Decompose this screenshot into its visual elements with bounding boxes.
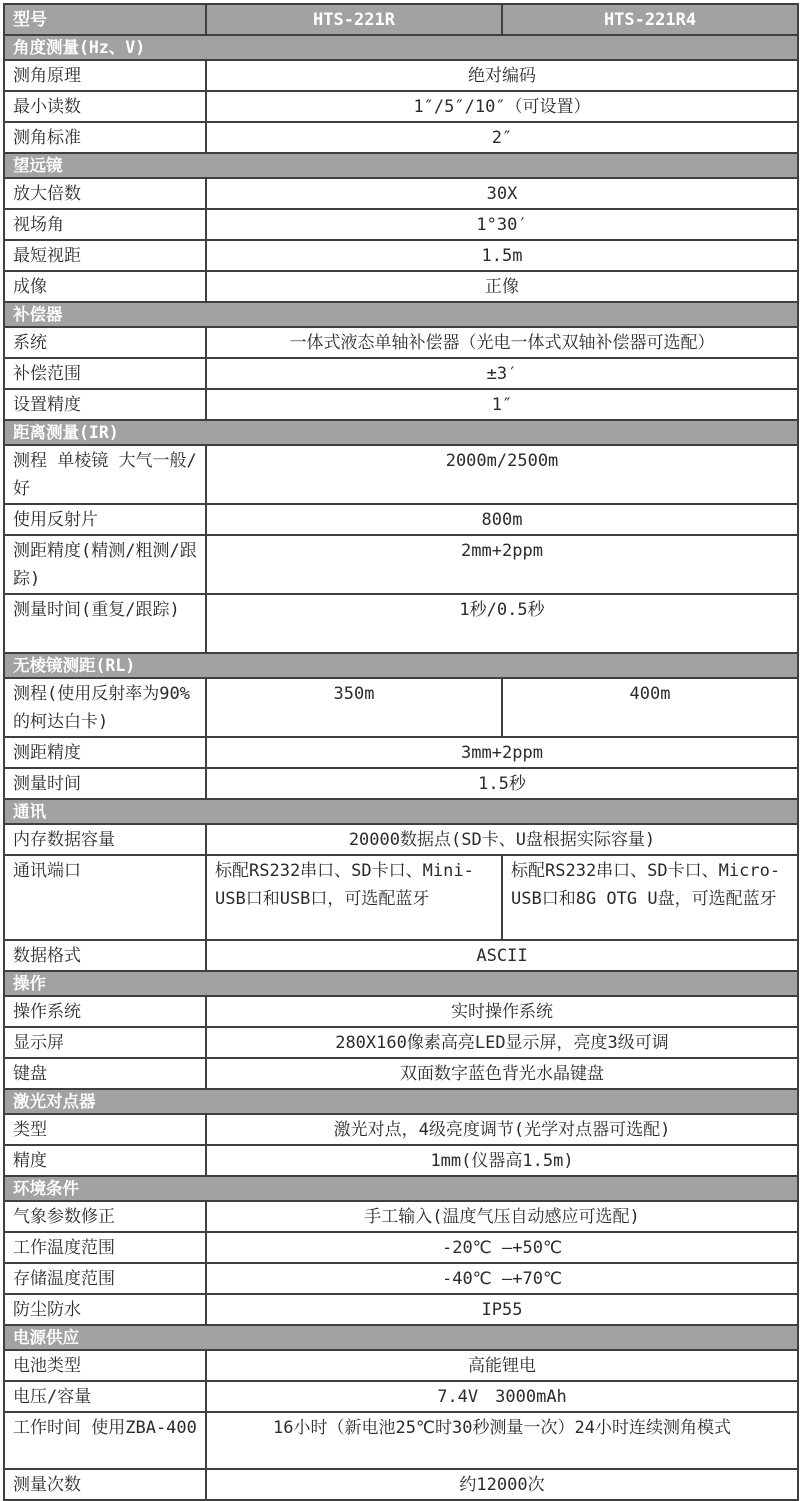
spec-row: [4, 389, 798, 420]
spec-row: [4, 271, 798, 302]
spec-label: 气象参数修正: [4, 1201, 206, 1232]
spec-label: 电池类型: [4, 1350, 206, 1381]
spec-label: 测距精度(精测/粗测/跟踪): [4, 535, 206, 594]
model-header-row: [4, 4, 798, 35]
section-header: 无棱镜测距(RL): [4, 653, 798, 678]
spec-label: 补偿范围: [4, 358, 206, 389]
spec-value: 1.5秒: [206, 768, 798, 799]
spec-value: 20000数据点(SD卡、U盘根据实际容量): [206, 824, 798, 855]
section-header: 通讯: [4, 799, 798, 824]
spec-value: 绝对编码: [206, 60, 798, 91]
spec-value: 实时操作系统: [206, 996, 798, 1027]
model-name-1: HTS-221R: [206, 4, 502, 35]
spec-row: [4, 1201, 798, 1232]
section-header-row: [4, 971, 798, 996]
spec-label: 存储温度范围: [4, 1263, 206, 1294]
spec-value: -40℃ —+70℃: [206, 1263, 798, 1294]
spec-row: [4, 768, 798, 799]
section-header: 补偿器: [4, 302, 798, 327]
spec-row: [4, 209, 798, 240]
spec-value: 1秒/0.5秒: [206, 594, 798, 653]
spec-value: 正像: [206, 271, 798, 302]
spec-row: [4, 445, 798, 504]
spec-value: 1″: [206, 389, 798, 420]
spec-label: 键盘: [4, 1058, 206, 1089]
spec-row: [4, 1232, 798, 1263]
spec-label: 电压/容量: [4, 1381, 206, 1412]
spec-value: 30X: [206, 178, 798, 209]
spec-row: [4, 504, 798, 535]
spec-label: 精度: [4, 1145, 206, 1176]
spec-row: [4, 327, 798, 358]
spec-row: [4, 1381, 798, 1412]
spec-row: [4, 1294, 798, 1325]
spec-value-model2: 标配RS232串口、SD卡口、Micro-USB口和8G OTG U盘，可选配蓝牙: [502, 855, 798, 940]
spec-label: 系统: [4, 327, 206, 358]
section-header: 角度测量(Hz、V): [4, 35, 798, 60]
section-header-row: [4, 302, 798, 327]
spec-value: 一体式液态单轴补偿器（光电一体式双轴补偿器可选配）: [206, 327, 798, 358]
spec-label: 放大倍数: [4, 178, 206, 209]
spec-row: [4, 1114, 798, 1145]
spec-label: 防尘防水: [4, 1294, 206, 1325]
spec-row: [4, 1263, 798, 1294]
spec-value: 16小时（新电池25℃时30秒测量一次）24小时连续测角模式: [206, 1412, 798, 1469]
spec-value: 7.4V 3000mAh: [206, 1381, 798, 1412]
spec-row: [4, 60, 798, 91]
spec-value-model2: 400m: [502, 678, 798, 737]
spec-label: 设置精度: [4, 389, 206, 420]
spec-label: 操作系统: [4, 996, 206, 1027]
model-name-2: HTS-221R4: [502, 4, 798, 35]
spec-value: 高能锂电: [206, 1350, 798, 1381]
spec-value: 2000m/2500m: [206, 445, 798, 504]
spec-label: 最小读数: [4, 91, 206, 122]
spec-row: [4, 940, 798, 971]
spec-label: 最短视距: [4, 240, 206, 271]
section-header-row: [4, 420, 798, 445]
spec-label: 使用反射片: [4, 504, 206, 535]
spec-row: [4, 1027, 798, 1058]
spec-row: [4, 855, 798, 940]
spec-row: [4, 1058, 798, 1089]
section-header: 激光对点器: [4, 1089, 798, 1114]
spec-value: 800m: [206, 504, 798, 535]
spec-label: 测角原理: [4, 60, 206, 91]
section-header-row: [4, 1176, 798, 1201]
spec-label: 视场角: [4, 209, 206, 240]
spec-label: 工作时间 使用ZBA-400: [4, 1412, 206, 1469]
spec-row: [4, 535, 798, 594]
section-header: 电源供应: [4, 1325, 798, 1350]
spec-row: [4, 122, 798, 153]
spec-row: [4, 1412, 798, 1469]
spec-label: 显示屏: [4, 1027, 206, 1058]
spec-label: 测距精度: [4, 737, 206, 768]
spec-value-model1: 350m: [206, 678, 502, 737]
section-header-row: [4, 35, 798, 60]
spec-value: 1″/5″/10″（可设置）: [206, 91, 798, 122]
spec-value: 激光对点，4级亮度调节(光学对点器可选配): [206, 1114, 798, 1145]
spec-label: 测量次数: [4, 1469, 206, 1500]
spec-value: 2mm+2ppm: [206, 535, 798, 594]
spec-row: [4, 594, 798, 653]
spec-row: [4, 1350, 798, 1381]
spec-label: 类型: [4, 1114, 206, 1145]
spec-label: 通讯端口: [4, 855, 206, 940]
spec-value: 1°30′: [206, 209, 798, 240]
spec-row: [4, 1145, 798, 1176]
spec-label: 测角标准: [4, 122, 206, 153]
section-header-row: [4, 653, 798, 678]
spec-label: 工作温度范围: [4, 1232, 206, 1263]
spec-row: [4, 737, 798, 768]
spec-label: 内存数据容量: [4, 824, 206, 855]
spec-value: ±3′: [206, 358, 798, 389]
spec-value: IP55: [206, 1294, 798, 1325]
spec-label: 成像: [4, 271, 206, 302]
spec-row: [4, 1469, 798, 1500]
spec-row: [4, 996, 798, 1027]
section-header: 环境条件: [4, 1176, 798, 1201]
spec-label: 数据格式: [4, 940, 206, 971]
section-header: 距离测量(IR): [4, 420, 798, 445]
section-header-row: [4, 1325, 798, 1350]
spec-value: 双面数字蓝色背光水晶键盘: [206, 1058, 798, 1089]
spec-row: [4, 91, 798, 122]
spec-value: -20℃ —+50℃: [206, 1232, 798, 1263]
spec-row: [4, 240, 798, 271]
spec-label: 测程 单棱镜 大气一般/好: [4, 445, 206, 504]
spec-label: 测量时间: [4, 768, 206, 799]
spec-label: 测量时间(重复/跟踪): [4, 594, 206, 653]
spec-value: 2″: [206, 122, 798, 153]
spec-value: 约12000次: [206, 1469, 798, 1500]
spec-value: ASCII: [206, 940, 798, 971]
spec-value: 1.5m: [206, 240, 798, 271]
spec-row: [4, 824, 798, 855]
spec-row: [4, 178, 798, 209]
section-header-row: [4, 1089, 798, 1114]
spec-table: [3, 3, 799, 1501]
spec-value: 1mm(仪器高1.5m): [206, 1145, 798, 1176]
spec-value: 手工输入(温度气压自动感应可选配): [206, 1201, 798, 1232]
model-label: 型号: [4, 4, 206, 35]
section-header-row: [4, 799, 798, 824]
spec-row: [4, 678, 798, 737]
section-header: 操作: [4, 971, 798, 996]
spec-value-model1: 标配RS232串口、SD卡口、Mini-USB口和USB口，可选配蓝牙: [206, 855, 502, 940]
spec-row: [4, 358, 798, 389]
spec-value: 3mm+2ppm: [206, 737, 798, 768]
spec-label: 测程(使用反射率为90%的柯达白卡): [4, 678, 206, 737]
section-header: 望远镜: [4, 153, 798, 178]
spec-value: 280X160像素高亮LED显示屏，亮度3级可调: [206, 1027, 798, 1058]
section-header-row: [4, 153, 798, 178]
